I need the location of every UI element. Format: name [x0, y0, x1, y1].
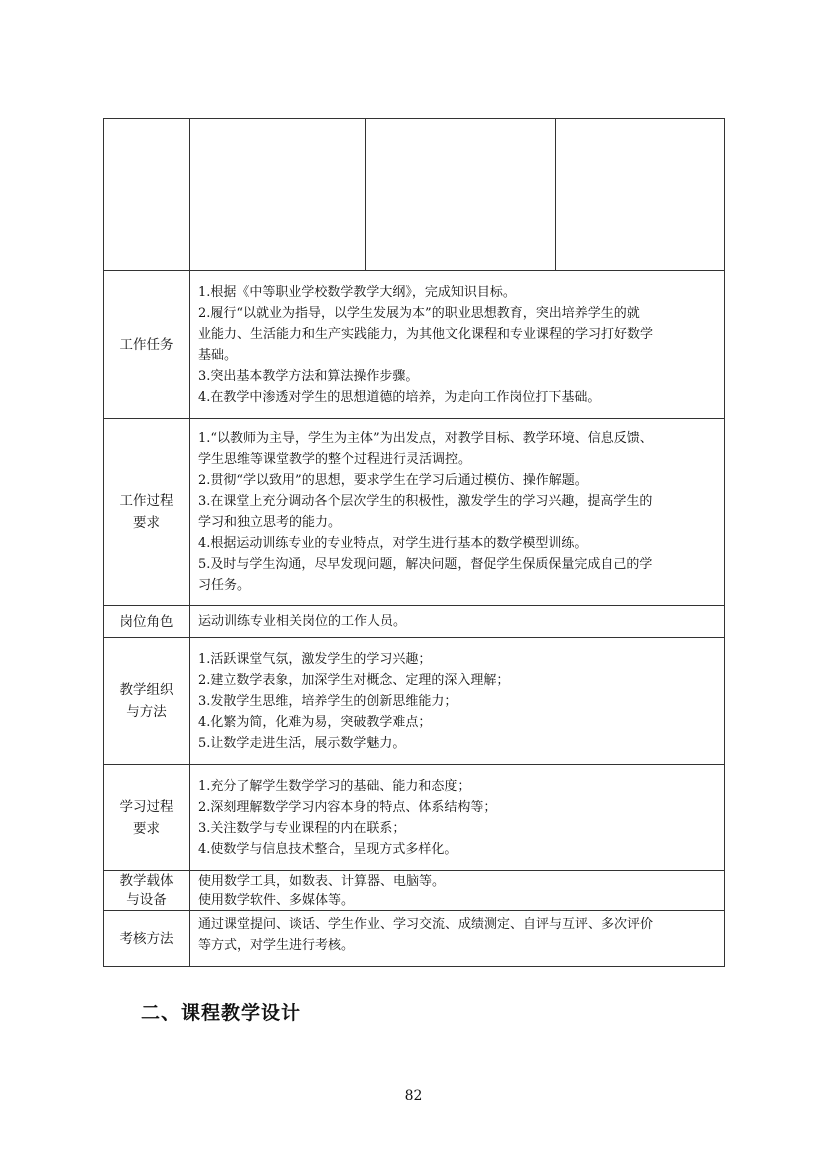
- course-info-table: [103, 118, 725, 967]
- table-row-teaching-methods: [104, 638, 725, 765]
- table-row-work-process: [104, 419, 725, 606]
- content-line: 2.深刻理解数学学习内容本身的特点、体系结构等；: [198, 799, 497, 815]
- row-content: [190, 606, 725, 638]
- row-label: 工作过程 要求: [104, 419, 190, 606]
- content-line: 1.根据《中等职业学校数学教学大纲》，完成知识目标。: [198, 284, 516, 300]
- content-line: 5.让数学走进生活，展示数学魅力。: [198, 735, 406, 751]
- content-line: 通过课堂提问、谈话、学生作业、学习交流、成绩测定、自评与互评、多次评价: [198, 917, 654, 932]
- blank-cell: [556, 119, 725, 271]
- table-row-assessment: [104, 911, 725, 967]
- content-line: 3.在课堂上充分调动各个层次学生的积极性，激发学生的学习兴趣，提高学生的: [198, 494, 653, 509]
- blank-row: [104, 119, 725, 271]
- row-content: [190, 765, 725, 871]
- content-line: 基础。: [198, 347, 238, 363]
- content-line: 1.“以教师为主导，学生为主体”为出发点，对教学目标、教学环境、信息反馈、: [198, 431, 653, 446]
- content-line: 2.贯彻“学以致用”的思想，要求学生在学习后通过模仿、操作解题。: [198, 473, 588, 488]
- row-label: 教学载体 与设备: [104, 871, 190, 911]
- content-line: 2.履行“以就业为指导，以学生发展为本”的职业思想教育，突出培养学生的就: [198, 305, 640, 321]
- row-content: [190, 271, 725, 419]
- content-line: 使用数学工具，如数表、计算器、电脑等。: [198, 873, 446, 889]
- content-line: 3.突出基本教学方法和算法操作步骤。: [198, 368, 419, 384]
- content-line: 3.发散学生思维，培养学生的创新思维能力；: [198, 693, 458, 709]
- row-label: 考核方法: [104, 911, 190, 967]
- content-line: 业能力、生活能力和生产实践能力，为其他文化课程和专业课程的学习打好数学: [198, 326, 654, 342]
- content-line: 5.及时与学生沟通，尽早发现问题，解决问题，督促学生保质保量完成自己的学: [198, 557, 653, 572]
- content-line: 运动训练专业相关岗位的工作人员。: [198, 614, 407, 629]
- content-line: 使用数学软件、多媒体等。: [198, 892, 355, 908]
- content-line: 1.活跃课堂气氛，激发学生的学习兴趣；: [198, 651, 432, 667]
- section-heading: 二、课程教学设计: [141, 1002, 302, 1024]
- content-line: 学习和独立思考的能力。: [198, 515, 342, 530]
- content-line: 2.建立数学表象，加深学生对概念、定理的深入理解；: [198, 672, 510, 688]
- content-line: 4.在教学中渗透对学生的思想道德的培养，为走向工作岗位打下基础。: [198, 389, 601, 405]
- row-label: 学习过程 要求: [104, 765, 190, 871]
- row-content: [190, 638, 725, 765]
- blank-cell: [366, 119, 556, 271]
- table-row-teaching-equipment: [104, 871, 725, 911]
- content-line: 4.根据运动训练专业的专业特点，对学生进行基本的数学模型训练。: [198, 536, 588, 551]
- row-content: [190, 911, 725, 967]
- blank-cell: [190, 119, 366, 271]
- row-content: [190, 871, 725, 911]
- row-label: 教学组织 与方法: [104, 638, 190, 765]
- content-line: 1.充分了解学生数学学习的基础、能力和态度；: [198, 778, 471, 794]
- content-line: 习任务。: [198, 578, 251, 593]
- content-line: 4.使数学与信息技术整合，呈现方式多样化。: [198, 841, 458, 857]
- content-line: 学生思维等课堂教学的整个过程进行灵活调控。: [198, 452, 472, 467]
- page-number: 82: [404, 1088, 423, 1104]
- blank-cell: [104, 119, 190, 271]
- row-content: [190, 419, 725, 606]
- table-row-learning-process: [104, 765, 725, 871]
- content-line: 等方式，对学生进行考核。: [198, 938, 355, 953]
- content-line: 4.化繁为简，化难为易，突破教学难点；: [198, 714, 432, 730]
- row-label: 工作任务: [104, 271, 190, 419]
- table-row-work-tasks: [104, 271, 725, 419]
- table-row-position-role: [104, 606, 725, 638]
- row-label: 岗位角色: [104, 606, 190, 638]
- content-line: 3.关注数学与专业课程的内在联系；: [198, 820, 406, 836]
